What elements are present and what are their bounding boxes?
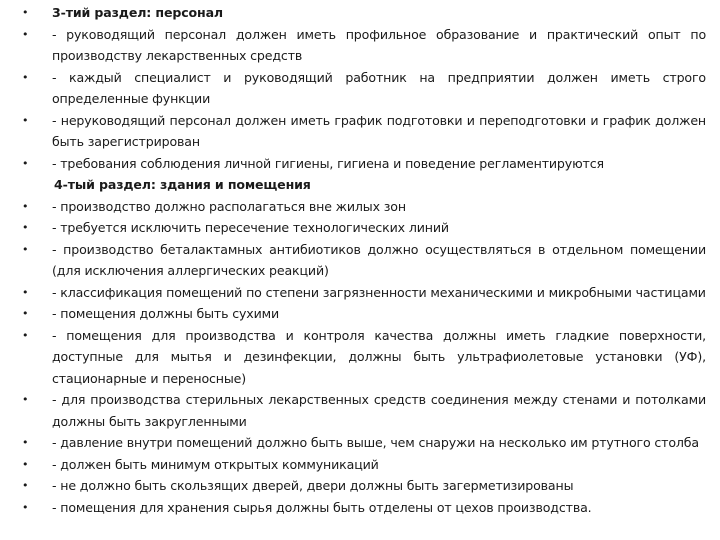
list-item-text: - неруководящий персонал должен иметь график подготовки и переподготовки и график должен быть зарегистрирован <box>52 112 706 149</box>
list-item <box>22 454 706 476</box>
bullet-icon: • <box>22 221 29 234</box>
list-item <box>22 325 706 390</box>
list-item <box>22 303 706 325</box>
section-heading-text: 4-тый раздел: здания и помещения <box>54 177 311 192</box>
bullet-icon: • <box>22 500 29 514</box>
bullet-icon: • <box>22 393 29 406</box>
bullet-icon: • <box>22 328 29 342</box>
bullet-icon: • <box>22 436 29 449</box>
bullet-icon: • <box>22 479 29 492</box>
bullet-icon: • <box>22 285 29 299</box>
list-item-text: - давление внутри помещений должно быть выше, чем снаружи на несколько им ртутного столба <box>52 435 699 450</box>
list-item <box>22 196 706 218</box>
list-item-text: - требования соблюдения личной гигиены, гигиена и поведение регламентируются <box>52 155 604 171</box>
list-item <box>22 282 706 304</box>
bullet-icon: • <box>22 27 29 41</box>
list-item <box>22 67 706 110</box>
section-heading <box>22 2 706 24</box>
list-item <box>22 432 706 454</box>
list-item <box>22 497 706 519</box>
list-item-text: - помещения должны быть сухими <box>52 306 280 321</box>
bullet-icon: • <box>22 307 29 320</box>
list-item-text: - должен быть минимум открытых коммуникаций <box>52 456 379 472</box>
list-item <box>22 239 706 282</box>
list-item-text: - помещения для хранения сырья должны быть отделены от цехов производства. <box>52 499 592 515</box>
bullet-icon: • <box>22 457 29 471</box>
list-item-text: - классификация помещений по степени загрязненности механическими и микробными частицами <box>52 284 706 300</box>
list-item <box>22 24 706 67</box>
bullet-icon: • <box>22 156 29 170</box>
list-item <box>22 217 706 239</box>
list-item-text: - производство должно располагаться вне жилых зон <box>52 198 406 214</box>
list-item <box>22 389 706 432</box>
bullet-list <box>22 2 706 518</box>
bullet-icon: • <box>22 199 29 213</box>
list-item-text: - не должно быть скользящих дверей, двери должны быть загерметизированы <box>52 478 574 493</box>
bullet-icon: • <box>22 6 29 19</box>
bullet-icon: • <box>22 70 29 84</box>
bullet-icon: • <box>22 242 29 256</box>
bullet-icon: • <box>22 113 29 127</box>
list-item-text: - для производства стерильных лекарственных средств соединения между стенами и потолками должны быть закругленными <box>52 392 706 429</box>
list-item <box>22 110 706 153</box>
list-item <box>22 475 706 497</box>
section-heading <box>22 174 706 196</box>
list-item-text: - требуется исключить пересечение технологических линий <box>52 220 449 235</box>
list-item-text: - руководящий персонал должен иметь профильное образование и практический опыт по производству лекарственных средств <box>52 26 706 63</box>
list-item-text: - производство беталактамных антибиотиков должно осуществляться в отдельном помещении (для исключения аллергических реакций) <box>52 241 706 278</box>
list-item-text: - помещения для производства и контроля качества должны иметь гладкие поверхности, доступные для мытья и дезинфекции, должны быть ультрафиолетовые установки (УФ), стационарные и переносные) <box>52 327 706 386</box>
list-item <box>22 153 706 175</box>
section-heading-text: 3-тий раздел: персонал <box>52 5 224 20</box>
list-item-text: - каждый специалист и руководящий работник на предприятии должен иметь строго определенные функции <box>52 69 706 106</box>
